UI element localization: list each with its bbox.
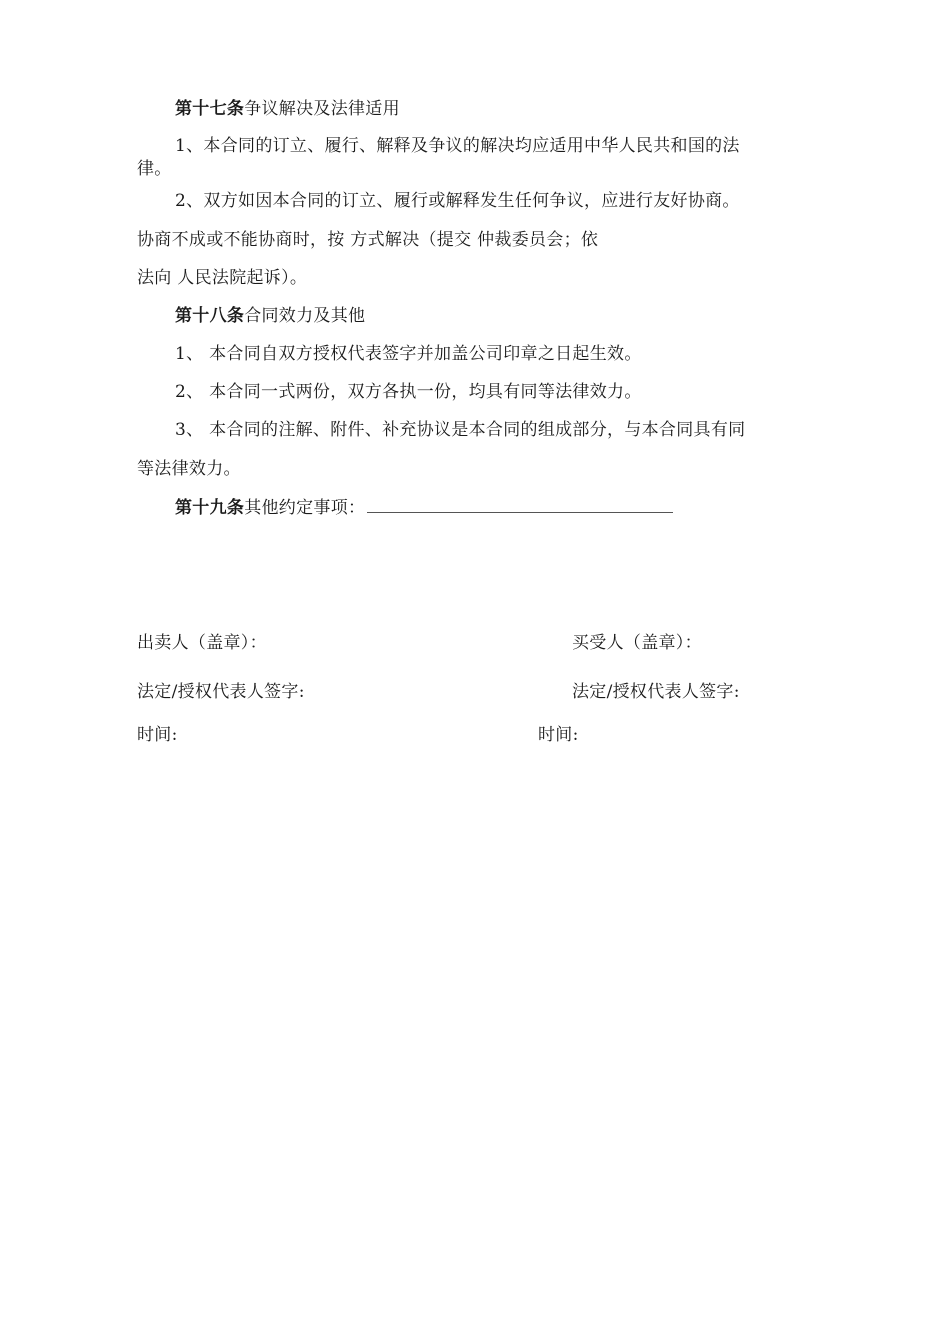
seller-seal-label: 出卖人（盖章）： xyxy=(137,633,267,653)
article-18-number: 第十八条 xyxy=(175,306,245,326)
article-17-clause-1-line-1: 1、本合同的订立、履行、解释及争议的解决均应适用中华人民共和国的法 xyxy=(175,136,740,156)
article-19-heading xyxy=(175,497,673,519)
article-19-number: 第十九条 xyxy=(175,498,245,518)
article-18-clause-1: 1、 本合同自双方授权代表签字并加盖公司印章之日起生效。 xyxy=(175,344,642,364)
article-17-clause-2-line-3: 法向 人民法院起诉）。 xyxy=(137,268,308,288)
seller-representative-label: 法定/授权代表人签字: xyxy=(137,682,305,702)
buyer-representative-label: 法定/授权代表人签字: xyxy=(572,682,740,702)
article-18-clause-3-line-2: 等法律效力。 xyxy=(137,459,241,479)
article-18-clause-2: 2、 本合同一式两份，双方各执一份，均具有同等法律效力。 xyxy=(175,382,642,402)
article-18-clause-3-line-1: 3、 本合同的注解、附件、补充协议是本合同的组成部分，与本合同具有同 xyxy=(175,420,746,440)
article-19-title: 其他约定事项： xyxy=(244,498,366,518)
buyer-seal-label: 买受人（盖章）： xyxy=(572,633,702,653)
article-18-heading xyxy=(175,305,365,327)
article-18-title: 合同效力及其他 xyxy=(244,306,366,326)
article-17-heading xyxy=(175,98,400,120)
article-17-number: 第十七条 xyxy=(175,99,245,119)
buyer-time-label: 时间: xyxy=(538,725,579,745)
article-17-clause-1-line-2: 律。 xyxy=(137,159,172,179)
other-terms-blank-line[interactable] xyxy=(367,498,673,513)
seller-time-label: 时间: xyxy=(137,725,178,745)
article-17-title: 争议解决及法律适用 xyxy=(244,99,400,119)
article-17-clause-2-line-2: 协商不成或不能协商时，按 方式解决（提交 仲裁委员会；依 xyxy=(137,230,599,250)
article-17-clause-2-line-1: 2、双方如因本合同的订立、履行或解释发生任何争议，应进行友好协商。 xyxy=(175,191,740,211)
